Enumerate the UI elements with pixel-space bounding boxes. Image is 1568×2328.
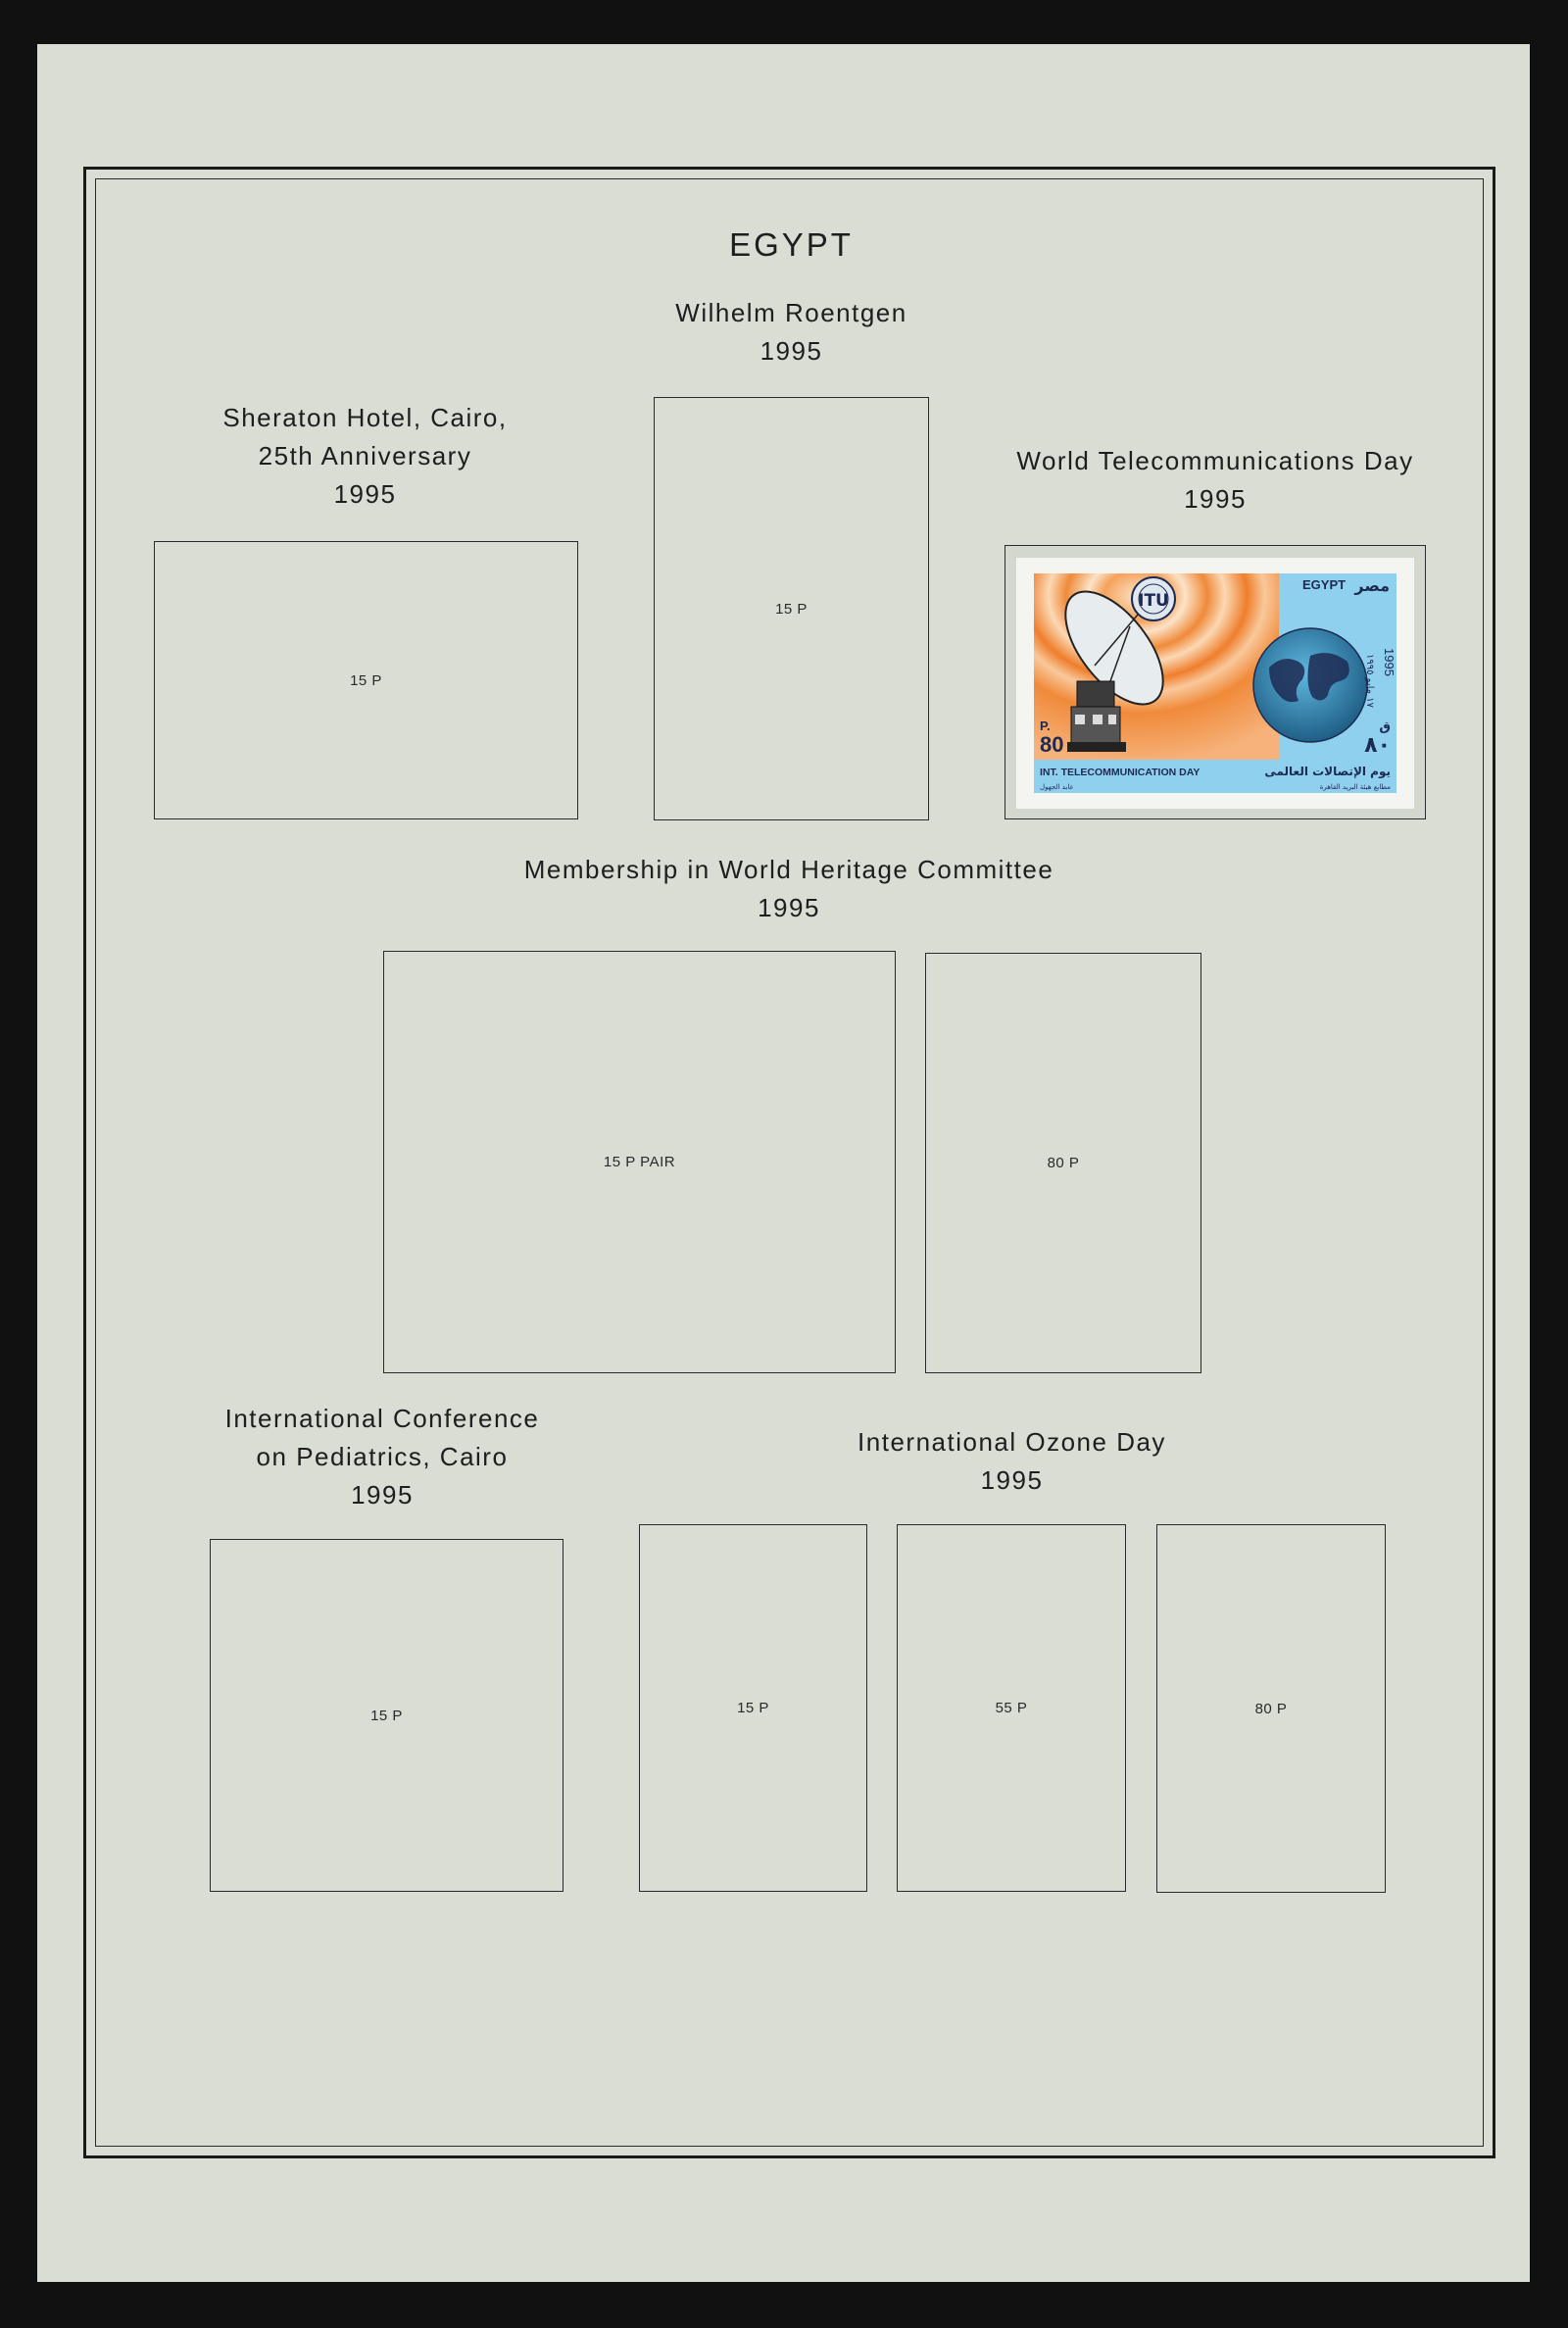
stamp-country-en: EGYPT [1302, 577, 1347, 592]
itu-logo-icon [1132, 577, 1175, 620]
heritage-year: 1995 [758, 893, 820, 922]
roentgen-year: 1995 [760, 336, 823, 366]
stamp-mount-telecom [1004, 545, 1426, 819]
country-name: EGYPT [729, 226, 854, 263]
stamp-caption-ar: يوم الإتصالات العالمى [1264, 765, 1391, 778]
stamp-year: 1995 [1382, 648, 1396, 676]
slot-label: 15 P [370, 1707, 403, 1724]
telecom-heading [995, 442, 1436, 519]
stamp-value-unit: P. [1040, 718, 1051, 733]
stamp-country-ar: مصر [1354, 576, 1390, 595]
pediatrics-year: 1995 [351, 1480, 414, 1510]
pediatrics-heading [191, 1400, 573, 1514]
roentgen-title: Wilhelm Roentgen [675, 298, 907, 327]
heritage-heading [490, 851, 1088, 927]
ozone-year: 1995 [980, 1465, 1044, 1495]
stamp-slot-roentgen [654, 397, 929, 820]
slot-label: 15 P [737, 1700, 769, 1716]
sheraton-heading [176, 399, 554, 514]
stamp-slot-ozone-80p [1156, 1524, 1386, 1893]
roentgen-heading [588, 294, 995, 371]
telecom-stamp-art [1016, 558, 1414, 809]
slot-label: 15 P PAIR [603, 1154, 676, 1170]
stamp-slot-pediatrics [210, 1539, 564, 1892]
stamp-slot-ozone-55p [897, 1524, 1126, 1892]
slot-label: 80 P [1254, 1700, 1288, 1717]
stamp-value-en: 80 [1040, 732, 1064, 757]
slot-label: 80 P [1047, 1155, 1080, 1171]
stamp-year-ar: ١٧ مايو ١٩٩٥ [1364, 654, 1375, 708]
telecom-stamp [1016, 558, 1414, 809]
svg-text:ITU: ITU [1138, 591, 1169, 611]
stamp-value-ar: ٨٠ [1364, 733, 1391, 758]
stamp-slot-heritage-80p [925, 953, 1201, 1373]
stamp-slot-heritage-pair [383, 951, 896, 1373]
sheraton-title-line2: 25th Anniversary [258, 441, 472, 471]
stamp-caption-en: INT. TELECOMMUNICATION DAY [1040, 767, 1200, 778]
stamp-printer-ar: مطابع هيئة البريد القاهرة [1319, 783, 1391, 791]
sheraton-title-line1: Sheraton Hotel, Cairo, [222, 403, 508, 432]
page-title [588, 225, 995, 264]
heritage-title: Membership in World Heritage Committee [523, 855, 1054, 884]
sheraton-year: 1995 [333, 479, 397, 509]
telecom-year: 1995 [1184, 484, 1247, 514]
slot-label: 55 P [995, 1700, 1028, 1716]
telecom-title: World Telecommunications Day [1016, 446, 1414, 475]
pediatrics-title-line2: on Pediatrics, Cairo [256, 1442, 509, 1471]
stamp-designer-ar: عابد الجهول [1040, 783, 1074, 791]
stamp-value-ar-unit: ق [1379, 719, 1391, 734]
slot-label: 15 P [350, 671, 382, 689]
pediatrics-title-line1: International Conference [224, 1404, 540, 1433]
ozone-title: International Ozone Day [858, 1427, 1166, 1457]
stamp-slot-ozone-15p [639, 1524, 867, 1892]
stamp-slot-sheraton [154, 541, 578, 819]
slot-label: 15 P [775, 600, 808, 618]
ozone-heading [813, 1423, 1210, 1500]
